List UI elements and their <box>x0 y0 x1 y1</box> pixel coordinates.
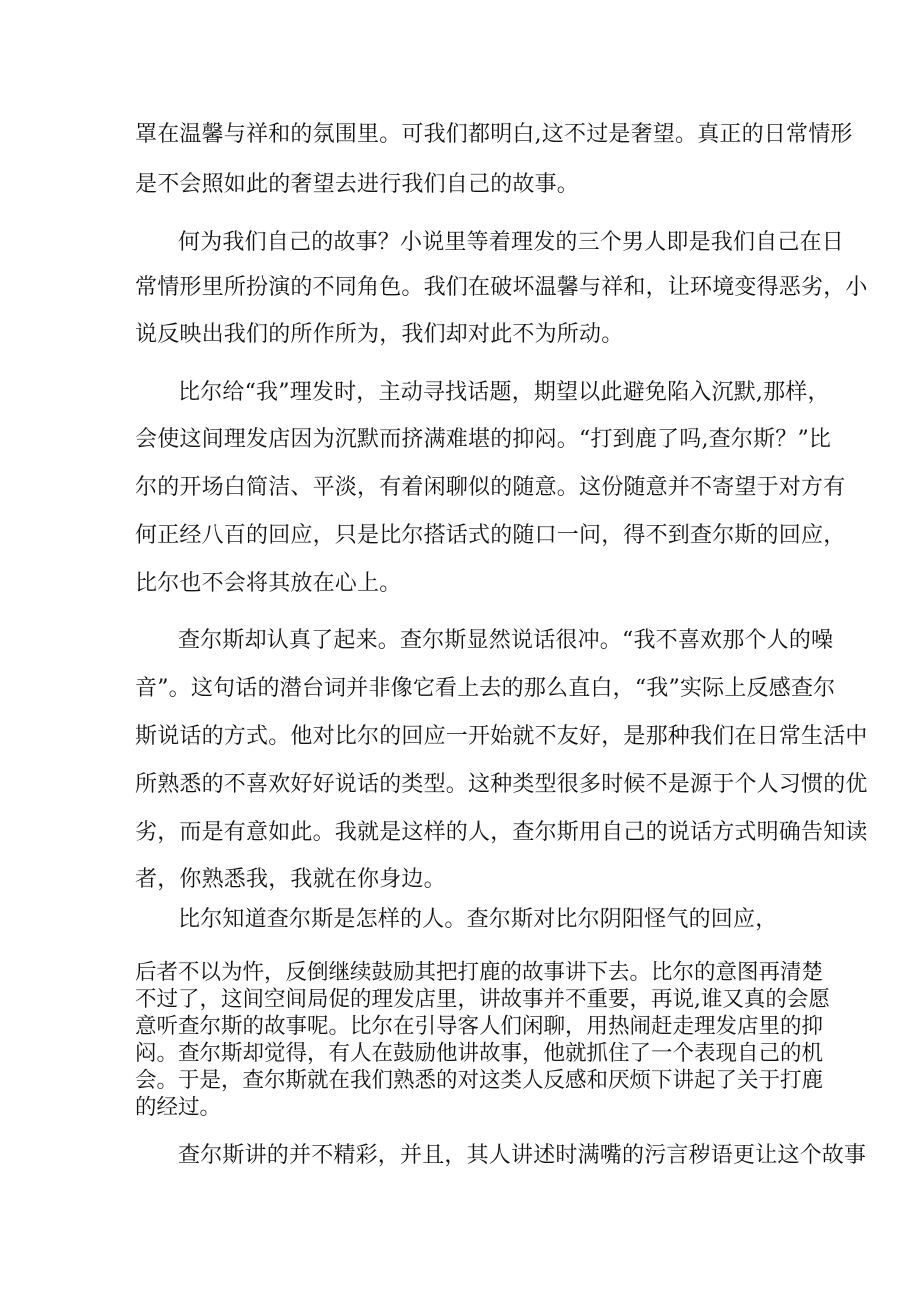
text-line: 查尔斯却认真了起来。查尔斯显然说话很冲。“我不喜欢那个人的噪 <box>178 628 834 653</box>
text-line: 何正经八百的回应，只是比尔搭话式的随口一问，得不到查尔斯的回应， <box>135 523 846 548</box>
text-line: 比尔也不会将其放在心上。 <box>135 571 402 596</box>
text-line: 劣，而是有意如此。我就是这样的人，查尔斯用自己的说话方式明确告知读 <box>135 820 868 845</box>
text-line: 常情形里所扮演的不同角色。我们在破坏温馨与祥和，让环境变得恶劣，小 <box>135 275 868 300</box>
text-line: 闷。查尔斯却觉得，有人在鼓励他讲故事，他就抓住了一个表现自己的机 <box>135 1041 824 1066</box>
text-line: 比尔给“我”理发时，主动寻找话题，期望以此避免陷入沉默,那样， <box>178 380 830 405</box>
text-line: 尔的开场白简洁、平淡，有着闲聊似的随意。这份随意并不寄望于对方有 <box>135 475 846 500</box>
text-line: 说反映出我们的所作所为，我们却对此不为所动。 <box>135 322 624 347</box>
text-line: 会使这间理发店因为沉默而挤满难堪的抑闷。“打到鹿了吗,查尔斯？”比 <box>135 427 832 452</box>
text-line: 所熟悉的不喜欢好好说话的类型。这种类型很多时候不是源于个人习惯的优 <box>135 772 868 797</box>
text-line: 是不会照如此的奢望去进行我们自己的故事。 <box>135 172 580 197</box>
text-line: 后者不以为忤，反倒继续鼓励其把打鹿的故事讲下去。比尔的意图再清楚 <box>135 960 824 985</box>
text-line: 罩在温馨与祥和的氛围里。可我们都明白,这不过是奢望。真正的日常情形 <box>135 122 853 147</box>
text-line: 查尔斯讲的并不精彩，并且，其人讲述时满嘴的污言秽语更让这个故事 <box>178 1143 867 1168</box>
text-line: 何为我们自己的故事？小说里等着理发的三个男人即是我们自己在日 <box>178 230 845 255</box>
text-line: 会。于是，查尔斯就在我们熟悉的对这类人反感和厌烦下讲起了关于打鹿 <box>135 1068 824 1093</box>
text-line: 者，你熟悉我，我就在你身边。 <box>135 867 446 892</box>
text-line: 的经过。 <box>135 1095 222 1120</box>
text-line: 音”。这句话的潜台词并非像它看上去的那么直白，“我”实际上反感查尔 <box>135 676 836 701</box>
text-line: 意听查尔斯的故事呢。比尔在引导客人们闲聊，用热闹赶走理发店里的抑 <box>135 1014 824 1039</box>
text-line: 斯说话的方式。他对比尔的回应一开始就不友好，是那种我们在日常生活中 <box>135 724 868 749</box>
text-line: 不过了，这间空间局促的理发店里，讲故事并不重要，再说,谁又真的会愿 <box>135 987 830 1012</box>
text-line: 比尔知道查尔斯是怎样的人。查尔斯对比尔阴阳怪气的回应， <box>178 907 778 932</box>
